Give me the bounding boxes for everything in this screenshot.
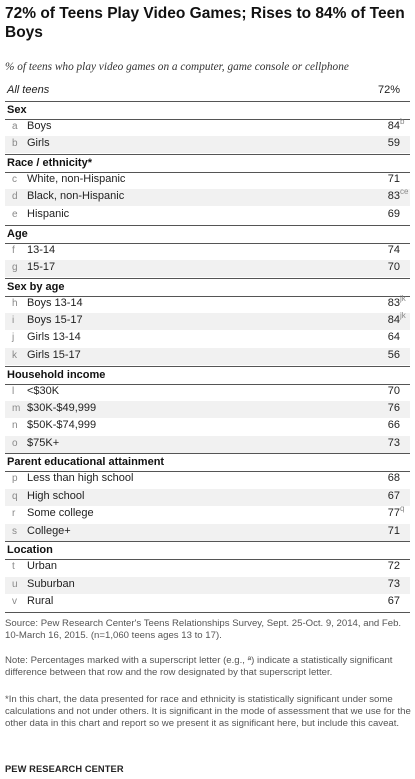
row-letter: a [12,120,18,132]
row-value [388,437,400,449]
table-row [5,471,410,488]
section-header-label: Household income [7,368,106,381]
row-label: Rural [27,595,54,608]
table-row [5,116,410,136]
row-value-number: 84 [387,119,400,132]
row-value [388,244,400,256]
row-letter: i [12,315,15,326]
table-row [5,524,410,541]
section-header-label: Location [7,544,53,557]
row-label: Some college [27,507,94,520]
table-row [5,489,410,506]
row-label: Girls [27,137,50,150]
section-header-label: Sex [7,103,27,116]
row-label: College+ [27,524,71,537]
chart-subtitle: % of teens who play video games on a computer, game console or cellphone [5,61,349,73]
row-letter: h [12,297,18,309]
row-value [388,595,400,607]
significance-superscript: jk [400,311,406,320]
row-label: Boys 15-17 [27,314,83,326]
row-value-number: 83 [387,190,400,203]
row-value-number: 71 [387,173,400,185]
row-value [387,293,406,309]
row-value-number: 71 [387,524,400,537]
row-value [388,419,400,431]
table-row [5,313,410,330]
row-value [388,137,400,149]
row-value-number: 68 [387,472,400,485]
row-value [387,116,405,132]
row-value [387,311,406,326]
row-letter: u [12,578,18,590]
row-value-number: 72 [387,560,400,573]
row-value-number: 73 [387,577,400,590]
race-caveat-note: *In this chart, the data presented for race and ethnicity is statistically significant under some calculations and not under others. It is significant in the mode of assessment that we use for the other data in this chart and report so we present it as significant here, but include this caveat. [5,694,411,729]
row-letter: r [12,508,16,520]
section-header [5,366,410,385]
table-row [5,207,410,224]
row-letter: f [12,244,15,256]
row-value [388,173,400,185]
row-label: $30K-$49,999 [27,401,97,414]
row-label: High school [27,489,85,502]
table-row [5,260,410,277]
row-letter: o [12,437,18,449]
row-value-number: 66 [387,419,400,432]
row-label: Black, non-Hispanic [27,190,125,203]
row-value-number: 59 [387,137,400,150]
table-row [5,293,410,313]
row-value-number: 56 [387,348,400,361]
table-row [5,136,410,153]
row-value [388,490,400,502]
significance-superscript: q [400,504,405,514]
all-teens-value: 72% [377,84,400,96]
row-value-number: 69 [387,207,400,220]
row-label: Hispanic [27,207,70,220]
table-row [5,506,410,523]
row-letter: l [12,385,15,397]
row-label: $75K+ [27,436,60,449]
row-letter: m [12,402,21,414]
row-letter: k [12,349,17,361]
row-label: Girls 15-17 [27,348,81,361]
table-bottom-rule [5,612,410,613]
row-value-number: 70 [387,384,400,397]
significance-note: Note: Percentages marked with a superscript letter (e.g., ª) indicate a statistically significant difference between that row and the row designated by that superscript letter. [5,655,393,678]
row-label: White, non-Hispanic [27,173,126,185]
table-row [5,189,410,206]
row-label: <$30K [27,384,60,397]
section-header [5,453,410,472]
row-letter: t [12,561,15,573]
row-value [388,261,400,273]
table-row [5,577,410,594]
section-header [5,225,410,244]
row-value [388,331,400,343]
row-label: Boys [27,119,52,132]
table-row [5,348,410,365]
row-value [388,402,400,414]
table-row [5,172,410,189]
row-label: Less than high school [27,472,134,485]
row-value-number: 83 [387,296,400,309]
section-header [5,154,410,173]
row-value [388,578,400,590]
row-value [388,385,400,397]
row-value [388,208,400,220]
table-row [5,330,410,347]
table-row [5,594,410,611]
table-row [5,418,410,435]
all-teens-label: All teens [7,84,50,96]
row-label: Urban [27,560,57,573]
row-letter: b [12,138,18,150]
row-value-number: 76 [387,401,400,414]
significance-superscript: ce [400,187,409,197]
section-header [5,278,410,297]
section-header-label: Parent educational attainment [7,456,165,469]
row-label: Suburban [27,577,75,590]
table-row [5,243,410,260]
row-value [387,504,405,520]
row-value-number: 77 [387,507,400,520]
row-value-number: 74 [387,243,400,256]
significance-superscript: b [400,116,405,126]
row-letter: g [12,261,18,273]
table-row [5,436,410,453]
row-letter: v [12,596,17,608]
row-label: Girls 13-14 [27,331,81,344]
section-header-label: Age [7,227,28,240]
row-value [388,472,400,484]
row-value [388,560,400,572]
table-row [5,559,410,576]
significance-superscript: jk [400,293,406,303]
row-value-number: 64 [387,331,400,344]
row-value-number: 84 [387,314,400,326]
row-value-number: 67 [387,489,400,502]
row-value-number: 70 [387,260,400,273]
row-letter: j [12,332,15,344]
row-value [388,349,400,361]
row-letter: n [12,420,18,432]
row-letter: d [12,191,18,203]
row-letter: e [12,208,18,220]
table-row [5,401,410,418]
row-letter: c [12,174,17,185]
all-teens-row [5,83,410,100]
section-header-label: Sex by age [7,280,65,293]
row-letter: q [12,490,18,502]
credit: PEW RESEARCH CENTER [5,764,124,774]
row-label: $50K-$74,999 [27,419,97,432]
row-label: 13-14 [27,243,56,256]
row-value [387,187,409,203]
chart-title: 72% of Teens Play Video Games; Rises to 84% of Teen Boys [5,5,405,41]
row-value-number: 73 [387,436,400,449]
row-label: 15-17 [27,260,56,273]
row-label: Boys 13-14 [27,296,83,309]
source-note: Source: Pew Research Center's Teens Relationships Survey, Sept. 25-Oct. 9, 2014, and Feb. 10-March 16, 2015. (n=1,060 teens ages 13 to 17). [5,618,402,641]
row-letter: s [12,525,17,537]
section-header [5,541,410,560]
row-value [388,525,400,537]
table-row [5,384,410,401]
row-value-number: 67 [387,595,400,608]
row-letter: p [12,473,18,485]
section-header-label: Race / ethnicity* [7,157,92,169]
section-header [5,101,410,120]
